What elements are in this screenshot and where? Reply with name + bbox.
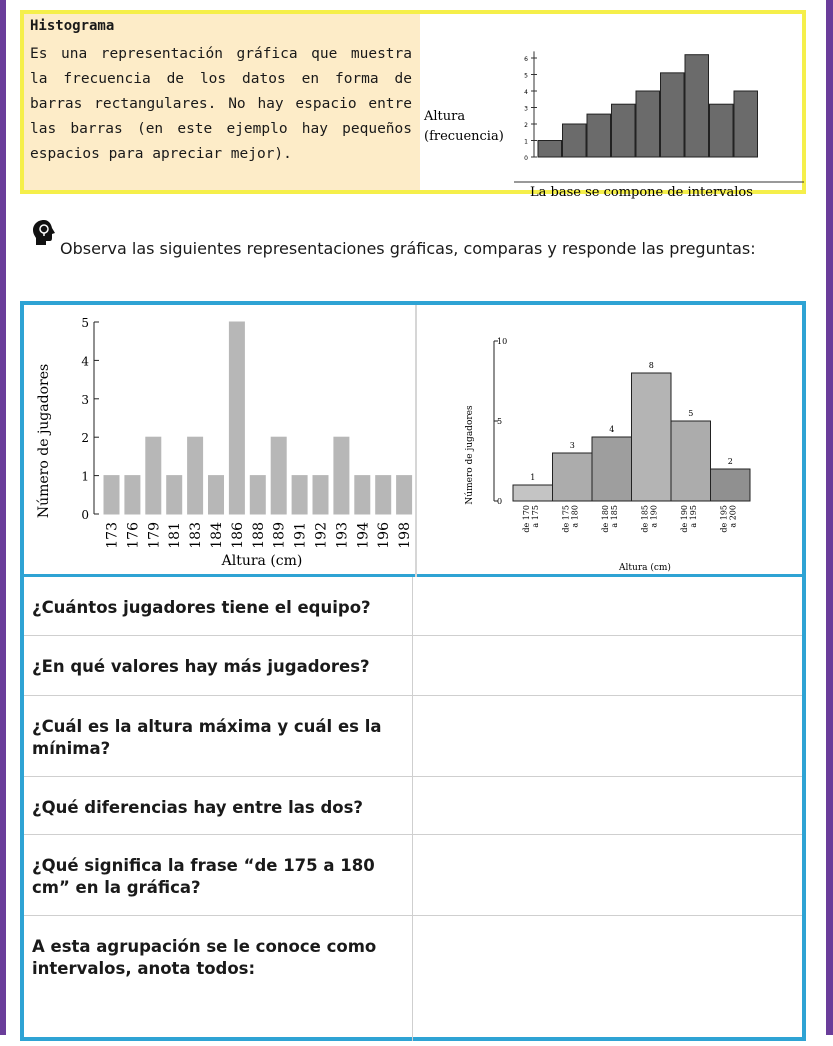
- question-row: [24, 916, 802, 1046]
- chart2-data-label: 2: [727, 457, 733, 466]
- chart2-x-tick-label: a 190: [649, 505, 659, 528]
- chart2-x-tick-label: de 195: [719, 505, 729, 533]
- bar-chart-heights: [32, 311, 412, 571]
- chart2-bar: [592, 437, 632, 501]
- chart2-x-tick-label: a 185: [609, 505, 619, 528]
- question-row: [24, 835, 802, 916]
- definition-text: Es una representación gráfica que muestra la frecuencia de los datos en forma de barras rectangulares. No hay espacio entre las barras (en este ejemplo hay pequeños espacios para apreciar mejor).: [30, 46, 412, 162]
- diagram-y-tick-label: 5: [524, 72, 528, 80]
- diagram-y-tick-label: 4: [524, 89, 528, 96]
- question-text: ¿Cuál es la altura máxima y cuál es la mínima?: [32, 717, 382, 758]
- chart2-x-tick-label: de 180: [600, 505, 610, 533]
- chart1-bar: [104, 476, 119, 514]
- chart1-x-tick-label: 179: [146, 522, 163, 549]
- chart1-y-tick-label: 5: [81, 316, 89, 330]
- chart2-x-tick-label: a 180: [570, 505, 580, 528]
- instructions-label: Observa las siguientes representaciones gráficas, comparas y responde las preguntas:: [60, 239, 756, 258]
- question-text: ¿Qué significa la frase “de 175 a 180 cm” en la gráfica?: [32, 856, 375, 897]
- chart2-data-label: 1: [530, 473, 536, 482]
- chart1-bar: [167, 476, 182, 514]
- chart2-bar: [513, 485, 553, 501]
- chart1-x-tick-label: 186: [229, 522, 246, 549]
- question-row: [24, 577, 802, 636]
- chart2-x-tick-label: de 190: [679, 505, 689, 533]
- chart2-bar: [711, 469, 751, 501]
- instructions-text: [20, 238, 810, 260]
- chart1-bar: [355, 476, 370, 514]
- chart2-xlabel: Altura (cm): [619, 563, 671, 573]
- chart1-ylabel: Número de jugadores: [36, 363, 52, 519]
- chart1-x-tick-label: 184: [209, 522, 225, 549]
- chart1-x-tick-label: 181: [167, 522, 184, 549]
- question-text: ¿Cuántos jugadores tiene el equipo?: [32, 598, 371, 617]
- charts-divider: [415, 305, 417, 577]
- question-text: ¿Qué diferencias hay entre las dos?: [32, 798, 363, 817]
- diagram-bar: [563, 124, 587, 157]
- chart2-data-label: 8: [648, 361, 654, 370]
- chart1-x-tick-label: 193: [334, 522, 351, 549]
- chart1-x-tick-label: 173: [104, 522, 121, 549]
- chart1-x-tick-label: 196: [376, 522, 393, 549]
- diagram-base-caption: La base se compone de intervalos: [530, 185, 753, 200]
- chart1-bar: [397, 476, 412, 514]
- chart2-x-tick-label: de 185: [640, 505, 650, 533]
- chart1-x-tick-label: 176: [125, 522, 142, 549]
- chart1-x-tick-label: 188: [250, 522, 267, 549]
- chart2-y-tick-label: 5: [497, 417, 503, 426]
- chart2-data-label: 3: [569, 441, 575, 450]
- chart1-bar: [146, 437, 161, 514]
- chart1-y-tick-label: 0: [81, 508, 89, 522]
- chart1-bar: [125, 476, 140, 514]
- questions-table: [20, 301, 806, 1041]
- chart2-ylabel: Número de jugadores: [465, 405, 475, 505]
- charts-row: [24, 305, 802, 577]
- definition-title: Histograma: [30, 18, 115, 34]
- chart1-bar: [376, 476, 391, 514]
- chart2-x-tick-label: de 175: [561, 505, 571, 533]
- histogram-info-box: [20, 10, 806, 200]
- chart1-bar: [229, 322, 244, 514]
- diagram-bar: [661, 73, 685, 157]
- diagram-y-tick-label: 1: [524, 138, 528, 146]
- diagram-ylabel-line1: Altura: [424, 109, 466, 124]
- chart2-y-tick-label: 0: [497, 497, 503, 506]
- diagram-y-tick-label: 2: [524, 122, 528, 129]
- chart1-bar: [271, 437, 286, 514]
- chart1-x-tick-label: 192: [313, 522, 330, 549]
- chart2-x-tick-label: a 175: [530, 505, 540, 528]
- chart1-y-tick-label: 4: [81, 354, 89, 369]
- chart2-data-label: 4: [609, 425, 615, 434]
- diagram-bar: [612, 104, 636, 157]
- chart1-y-tick-label: 1: [81, 469, 89, 484]
- chart1-x-tick-label: 189: [271, 522, 288, 549]
- chart2-x-tick-label: de 170: [521, 505, 531, 533]
- chart1-y-tick-label: 3: [81, 392, 89, 407]
- diagram-bar: [587, 114, 611, 157]
- chart1-bar: [209, 476, 224, 514]
- chart1-bar: [292, 476, 307, 514]
- chart1-y-tick-label: 2: [81, 431, 89, 446]
- chart2-x-tick-label: a 200: [728, 505, 738, 528]
- example-histogram: [422, 32, 804, 200]
- histogram-heights: [420, 325, 760, 575]
- chart1-bar: [188, 437, 203, 514]
- chart1-x-tick-label: 194: [355, 522, 372, 549]
- chart1-bar: [334, 437, 349, 514]
- left-frame-border: [0, 0, 6, 1035]
- diagram-y-tick-label: 3: [524, 105, 528, 113]
- chart1-x-tick-label: 183: [188, 522, 205, 549]
- chart2-bar: [671, 421, 711, 501]
- definition-panel: [24, 14, 420, 190]
- diagram-ylabel-line2: (frecuencia): [424, 129, 504, 144]
- chart1-x-tick-label: 191: [292, 522, 309, 549]
- question-text: A esta agrupación se le conoce como intervalos, anota todos:: [32, 937, 377, 978]
- diagram-y-tick-label: 6: [524, 56, 528, 63]
- chart2-y-tick-label: 10: [497, 337, 508, 346]
- chart2-data-label: 5: [688, 409, 694, 418]
- chart2-bar: [632, 373, 672, 501]
- chart1-bar: [250, 476, 265, 514]
- question-row: [24, 696, 802, 777]
- chart2-bar: [553, 453, 593, 501]
- chart1-xlabel: Altura (cm): [221, 553, 303, 569]
- question-row: [24, 777, 802, 835]
- diagram-y-tick-label: 0: [524, 155, 528, 162]
- diagram-bar: [685, 55, 709, 157]
- diagram-bar: [710, 104, 734, 157]
- diagram-bar: [538, 141, 562, 158]
- chart2-x-tick-label: a 195: [688, 505, 698, 528]
- chart1-bar: [313, 476, 328, 514]
- diagram-bar: [734, 91, 758, 157]
- chart1-x-tick-label: 198: [397, 522, 414, 549]
- question-row: [24, 636, 802, 696]
- question-text: ¿En qué valores hay más jugadores?: [32, 657, 370, 676]
- right-frame-border: [826, 0, 833, 1035]
- diagram-bar: [636, 91, 660, 157]
